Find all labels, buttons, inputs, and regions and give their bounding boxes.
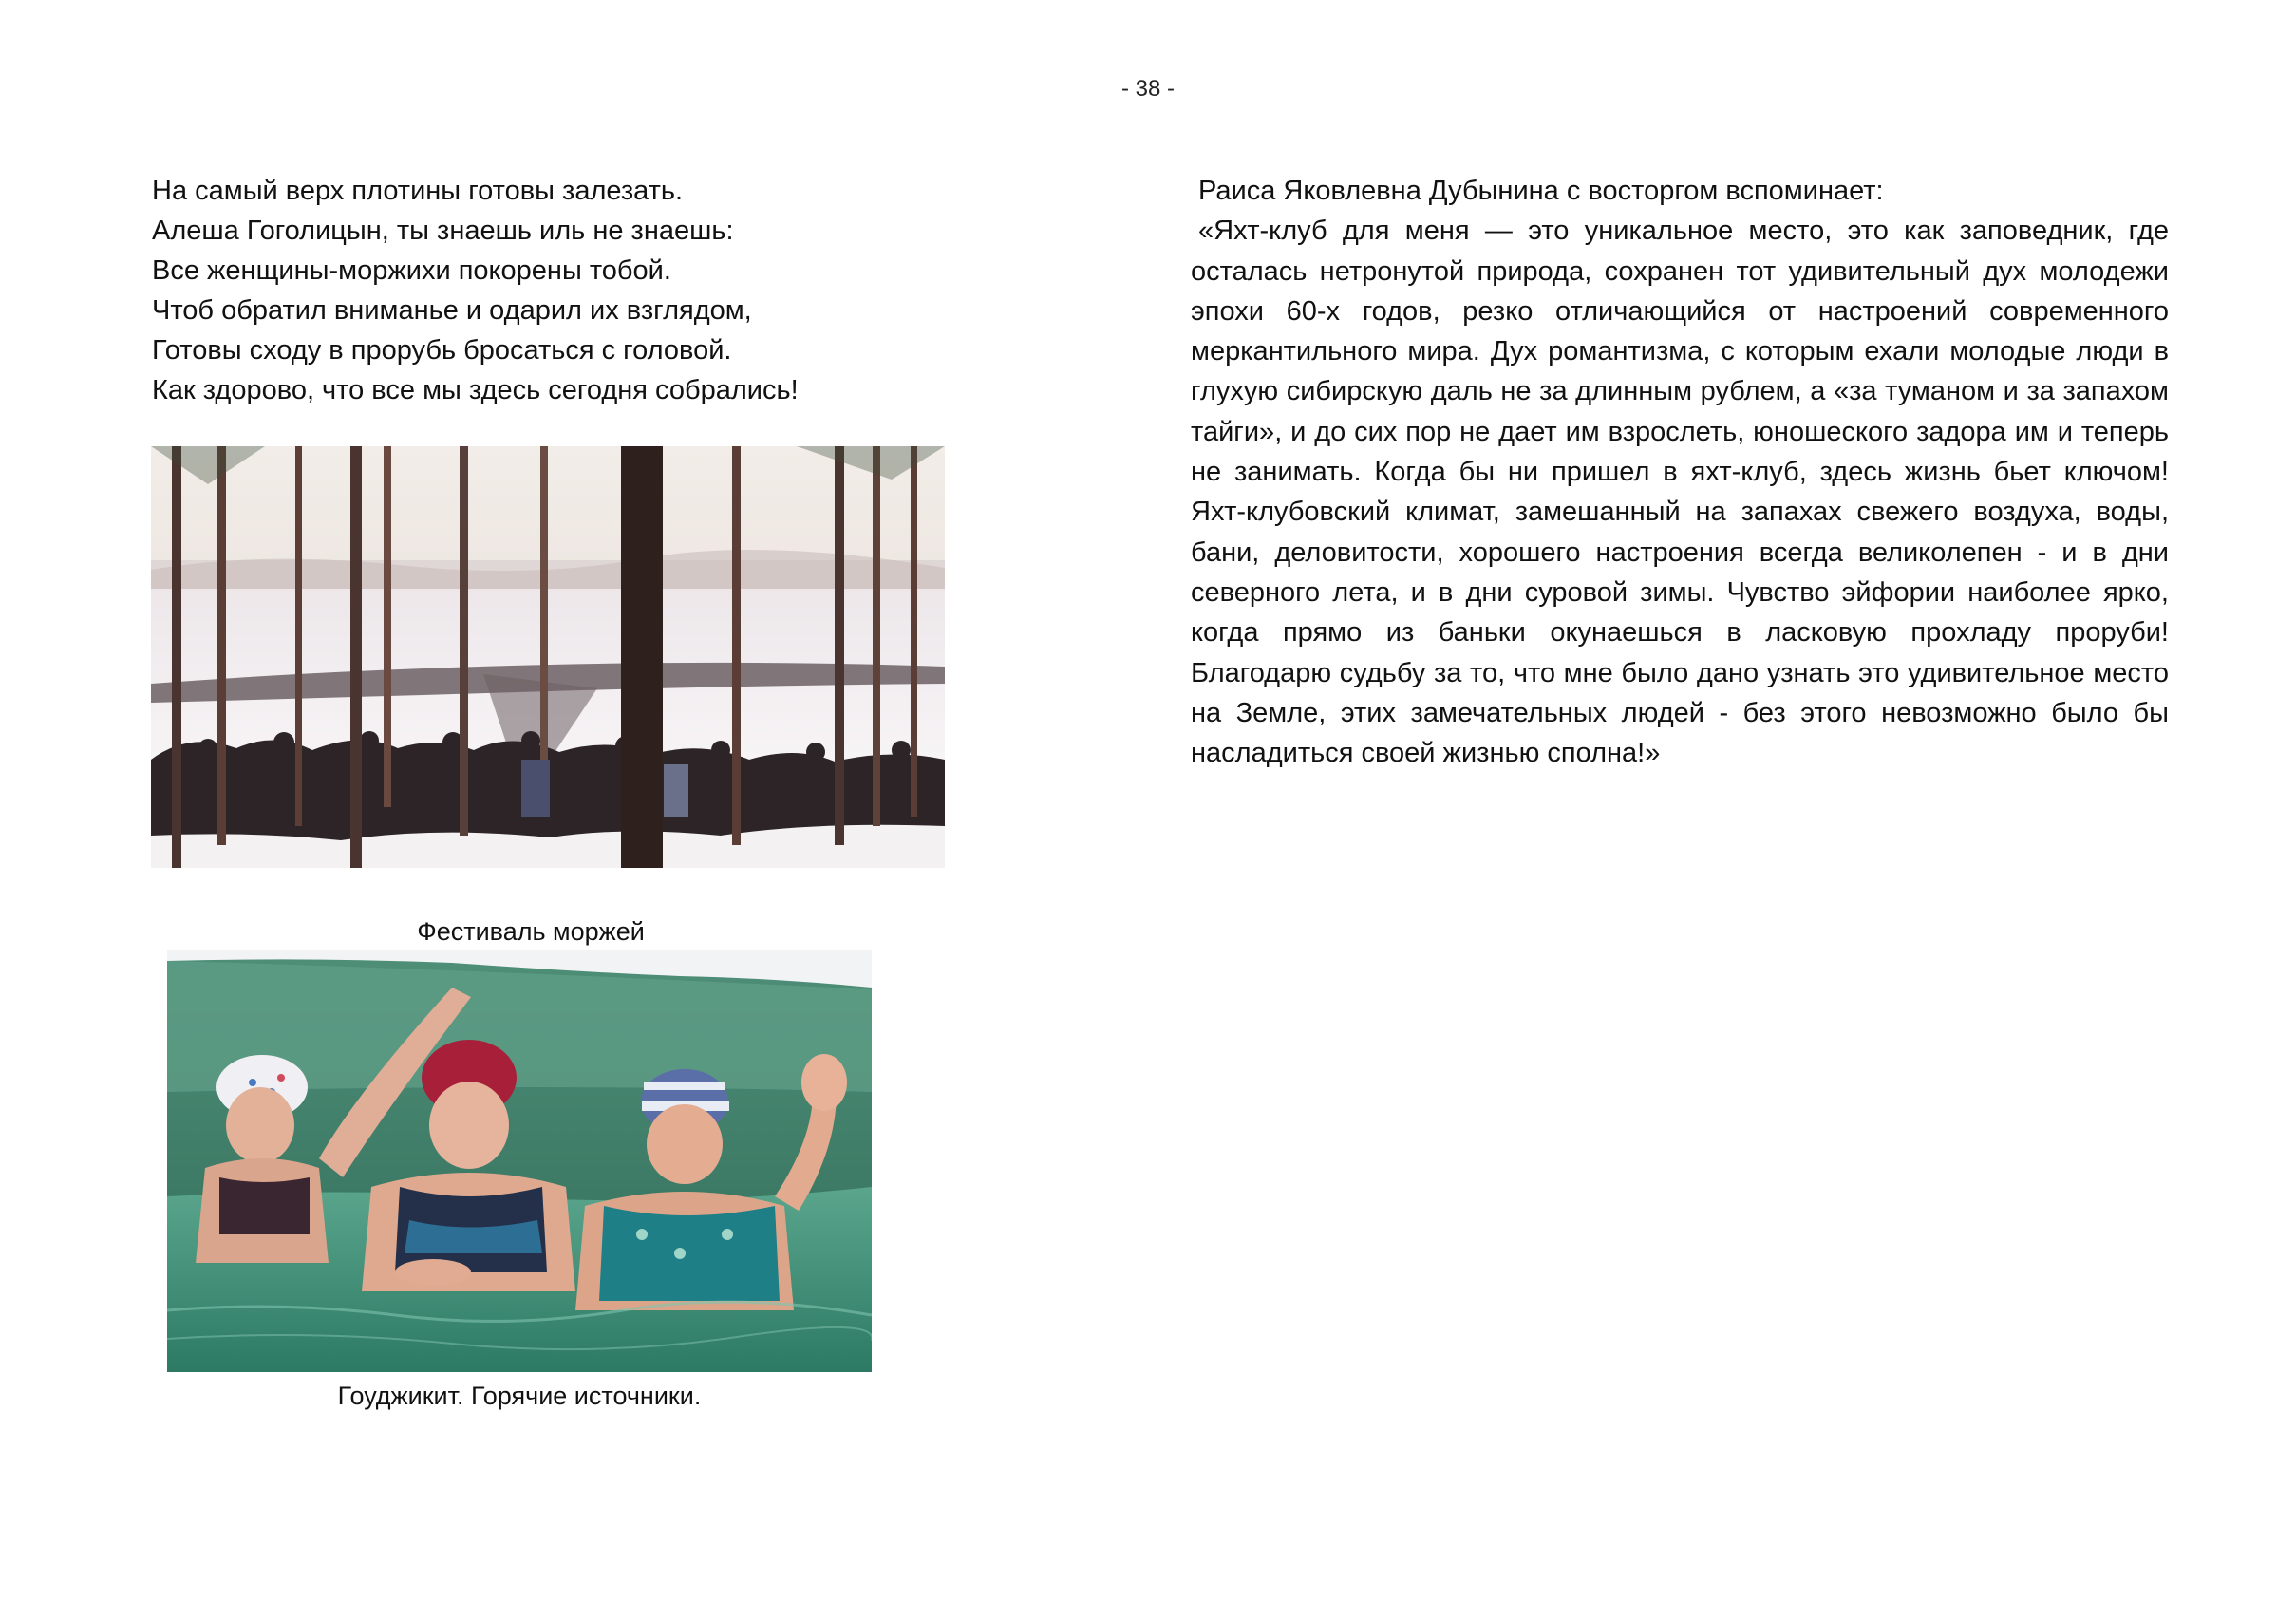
poem-stanza [152, 171, 1007, 410]
poem-line: На самый верх плотины готовы залезать. [152, 176, 684, 206]
festival-photo [151, 446, 945, 868]
poem-line: Готовы сходу в прорубь бросаться с головой. [152, 335, 732, 366]
hot-springs-photo [167, 950, 872, 1372]
festival-caption: Фестиваль моржей [417, 917, 645, 946]
poem-line: Алеша Гоголицын, ты знаешь иль не знаешь: [152, 216, 734, 246]
article-intro: Раиса Яковлевна Дубынина с восторгом вспоминает: [1198, 176, 1884, 206]
hot-springs-photo-illustration [167, 950, 872, 1372]
hot-springs-caption: Гоуджикит. Горячие источники. [337, 1382, 702, 1410]
page-number: - 38 - [1120, 76, 1175, 102]
poem-line: Чтоб обратил вниманье и одарил их взглядом, [152, 295, 752, 326]
article-quote: «Яхт-клуб для меня — это уникальное место, это как заповедник, где осталась нетронутой природа, сохранен тот удивительный дух молодежи эпохи 60-х годов, резко отличающийся от настроений современного меркантильного мира. Дух романтизма, с которым ехали молодые люди в глухую сибирскую даль не за длинным рублем, а «за туманом и за запахом тайги», и до сих пор не дает им взрослеть, юношеского задора им и теперь не занимать. Когда бы ни пришел в яхт-клуб, здесь жизнь бьет ключом! Яхт-клубовский климат, замешанный на запахах свежего воздуха, воды, бани, деловитости, хорошего настроения всегда великолепен - и в дни северного лета, и в дни суровой зимы. Чувство эйфории наиболее ярко, когда прямо из баньки окунаешься в ласковую прохладу проруби! Благодарю судьбу за то, что мне было дано узнать это удивительное место на Земле, этих замечательных людей - без этого невозможно было бы насладиться своей жизнью сполна!» [1191, 216, 2169, 769]
poem-line: Все женщины-моржихи покорены тобой. [152, 255, 671, 286]
poem-line: Как здорово, что все мы здесь сегодня собрались! [152, 375, 799, 405]
festival-photo-illustration [151, 446, 945, 868]
article-column [1191, 171, 2169, 773]
